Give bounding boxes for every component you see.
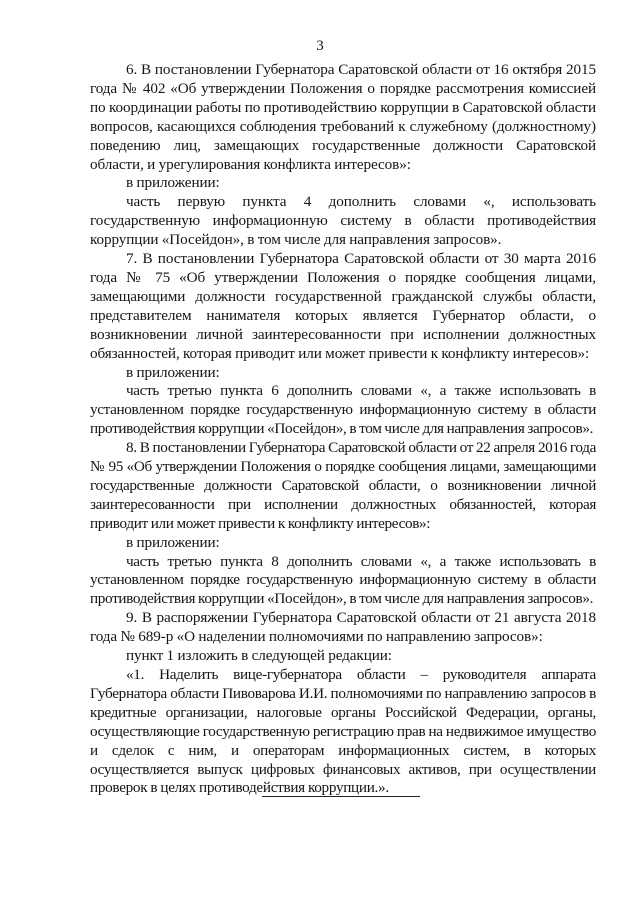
- closing-rule: [262, 796, 420, 797]
- paragraph-appendix-7: в приложении:: [126, 363, 220, 381]
- paragraph-instruction-9: пункт 1 изложить в следующей редакции:: [126, 647, 392, 665]
- paragraph-item-8: 8. В постановлении Губернатора Саратовской области от 22 апреля 2016 года № 95 «Об утверждении Положения о порядке сообщения лицами, замещающими государственные должности Саратовской области, о возникновении личной заинтересованности при исполнении должностных обязанностей, которая приводит или может привести к конфликту интересов»:: [90, 439, 596, 532]
- paragraph-amendment-8: часть третью пункта 8 дополнить словами «, а также использовать в установленном порядке государственную информационную систему в области противодействия коррупции «Посейдон», в том числе для направления запросов».: [90, 552, 596, 608]
- paragraph-item-7: 7. В постановлении Губернатора Саратовской области от 30 марта 2016 года № 75 «Об утверждении Положения о порядке сообщения лицами, замещающими должности государственной гражданской службы области, представителем нанимателя которых является Губернатор области, о возникновении личной заинтересованности при исполнении должностных обязанностей, которая приводит или может привести к конфликту интересов»:: [90, 250, 596, 362]
- paragraph-item-9: 9. В распоряжении Губернатора Саратовской области от 21 августа 2018 года № 689-р «О наделении полномочиями по направлению запросов»:: [90, 609, 596, 646]
- page-number: 3: [316, 38, 324, 54]
- paragraph-appendix-6: в приложении:: [126, 174, 220, 192]
- paragraph-amendment-7: часть третью пункта 6 дополнить словами «, а также использовать в установленном порядке государственную информационную систему в области противодействия коррупции «Посейдон», в том числе для направления запросов».: [90, 382, 596, 438]
- document-body: [90, 61, 596, 798]
- paragraph-appendix-8: в приложении:: [126, 533, 220, 551]
- paragraph-new-wording: «1. Наделить вице-губернатора области – руководителя аппарата Губернатора области Пивоварова И.И. полномочиями по направлению запросов в кредитные организации, налоговые органы Российской Федерации, органы, осуществляющие государственную регистрацию прав на недвижимое имущество и сделок с ним, и операторам информационных систем, в которых осуществляется выпуск цифровых финансовых активов, при осуществлении проверок в целях противодействия коррупции.».: [90, 666, 596, 797]
- paragraph-item-6: 6. В постановлении Губернатора Саратовской области от 16 октября 2015 года № 402 «Об утверждении Положения о порядке рассмотрения комиссией по координации работы по противодействию коррупции в Саратовской области вопросов, касающихся соблюдения требований к служебному (должностному) поведению лиц, замещающих государственные должности Саратовской области, и урегулирования конфликта интересов»:: [90, 61, 596, 173]
- paragraph-amendment-6: часть первую пункта 4 дополнить словами «, использовать государственную информационную систему в области противодействия коррупции «Посейдон», в том числе для направления запросов».: [90, 193, 596, 249]
